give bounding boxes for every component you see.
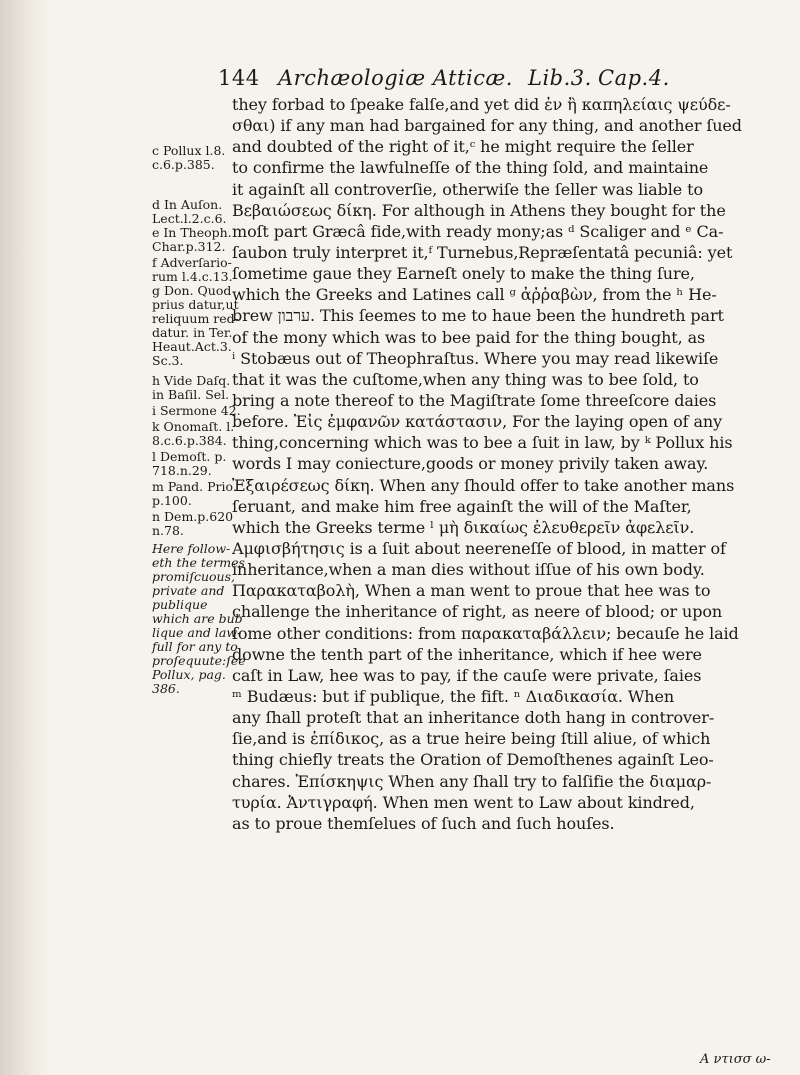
chapter-label: Cap.4. [598, 66, 670, 90]
text-line: ⁱ Stobæus out of Theophraſtus. Where you may read likewiſe [232, 348, 719, 368]
margin-note-c: c Pollux l.8. c.6.p.385. [152, 143, 226, 172]
text-line: ᵐ Budæus: but if publique, the fift. ⁿ Διαδικασία. When [232, 686, 675, 706]
text-line: Ἐξαιρέσεως δίκη. When any ſhould offer to take another mans [232, 475, 735, 495]
page-number: 144 [218, 66, 260, 90]
margin-note-i: i Sermone 42. [152, 403, 241, 418]
text-line: Παρακαταβολὴ, When a man went to proue that hee was to [232, 581, 711, 601]
margin-note-n: n Dem.p.620 n.78. [152, 509, 234, 538]
text-line: ſometime gaue they Earneſt onely to make the thing ſure, [232, 264, 695, 284]
text-line: it againſt all controverſie, otherwiſe the ſeller was liable to [232, 179, 703, 199]
margin-note-e: e In Theoph. Char.p.312. [152, 225, 232, 254]
text-line: as to proue themſelues of ſuch and ſuch houſes. [232, 813, 615, 833]
text-line: τυρία. Ἀντιγραφή. When men went to Law about kindred, [232, 792, 695, 812]
text-line: bring a note thereof to the Magiſtrate ſome threeſcore daies [232, 390, 717, 410]
text-line: of the mony which was to bee paid for the thing bought, as [232, 327, 706, 347]
main-text-block [232, 94, 752, 834]
running-title: Archæologiæ Atticæ. [278, 66, 513, 90]
margin-note-l: l Demoſt. p. 718.n.29. [152, 449, 227, 478]
margin-note-d: d In Auſon. Lect.l.2.c.6. [152, 197, 227, 226]
text-line: σθαι) if any man had bargained for any thing, and another ſued [232, 116, 742, 136]
text-line: thing chiefly treats the Oration of Demoſthenes againſt Leo- [232, 750, 714, 770]
text-line: to confirme the lawfulneſſe of the thing ſold, and maintaine [232, 158, 709, 178]
text-line: which the Greeks terme ˡ μὴ δικαίως ἐλευθερεῖν ἀφελεῖν. [232, 517, 695, 537]
text-line: they forbad to ſpeake falſe,and yet did ἐν ἢ καπηλείαις ψεύδε- [232, 95, 731, 114]
text-line: ſome other conditions: from παρακαταβάλλειν; becauſe he laid [232, 623, 739, 643]
margin-note-g: g Don. Quod prius datur,ut reliquum red- datur. in Ter. Heaut.Act.3. Sc.3. [152, 283, 239, 368]
text-line: that it was the cuſtome,when any thing was to bee ſold, to [232, 369, 699, 389]
text-line: challenge the inheritance of right, as neere of blood; or upon [232, 602, 723, 622]
text-line: ſie,and is ἐπίδικος, as a true heire being ſtill aliue, of which [232, 729, 711, 749]
text-line: moſt part Græcâ fide,with ready mony;as ᵈ Scaliger and ᵉ Ca- [232, 221, 724, 241]
margin-note-terms: Here follow- eth the termes promiſcuous, private and publique which are bub lique and law- full for any to proſequute:ſee Pollux, pag. 386. [152, 541, 246, 696]
text-line: brew ערבון. This ſeemes to me to haue been the hundreth part [232, 306, 724, 326]
text-line: words I may coniecture,goods or money privily taken away. [232, 454, 709, 474]
text-line: caſt in Law, hee was to pay, if the cauſe were private, ſaies [232, 665, 702, 685]
text-line: inheritance,when a man dies without iſſue of his own body. [232, 560, 705, 580]
text-line: ſaubon truly interpret it,ᶠ Turnebus,Repræſentatâ pecuniâ: yet [232, 242, 733, 262]
text-line: before. Ἐἰς ἐμφανῶν κατάστασιν, For the laying open of any [232, 412, 723, 432]
text-line: which the Greeks and Latines call ᵍ ἀῤῥαβὼν, from the ʰ He- [232, 285, 717, 305]
text-line: and doubted of the right of it,ᶜ he might require the ſeller [232, 137, 694, 157]
margin-note-f: f Adverſario- rum l.4.c.13. [152, 255, 233, 284]
text-line: Αμφισβήτησις is a ſuit about neereneſſe of blood, in matter of [232, 538, 726, 558]
margin-note-h: h Vide Daſq. in Baſil. Sel. [152, 373, 231, 402]
margin-note-k: k Onomaſt. l. 8.c.6.p.384. [152, 419, 235, 448]
margin-note-m: m Pand. Prio. p.100. [152, 479, 237, 508]
text-line: thing,concerning which was to bee a ſuit in law, by ᵏ Pollux his [232, 433, 733, 453]
book-label: Lib.3. [528, 66, 592, 90]
text-line: any ſhall proteſt that an inheritance doth hang in controver- [232, 708, 715, 728]
text-line: ſeruant, and make him free againſt the will of the Maſter, [232, 496, 692, 516]
margin-notes [0, 0, 246, 1075]
running-header [218, 66, 738, 92]
text-line: downe the tenth part of the inheritance, which if hee were [232, 644, 702, 664]
catchword: A ντισσ ω- [700, 1052, 771, 1067]
text-line: chares. Ἐπίσκηψις When any ſhall try to falſifie the διαμαρ- [232, 771, 712, 791]
text-line: Βεβαιώσεως δίκη. For although in Athens they bought for the [232, 200, 726, 220]
